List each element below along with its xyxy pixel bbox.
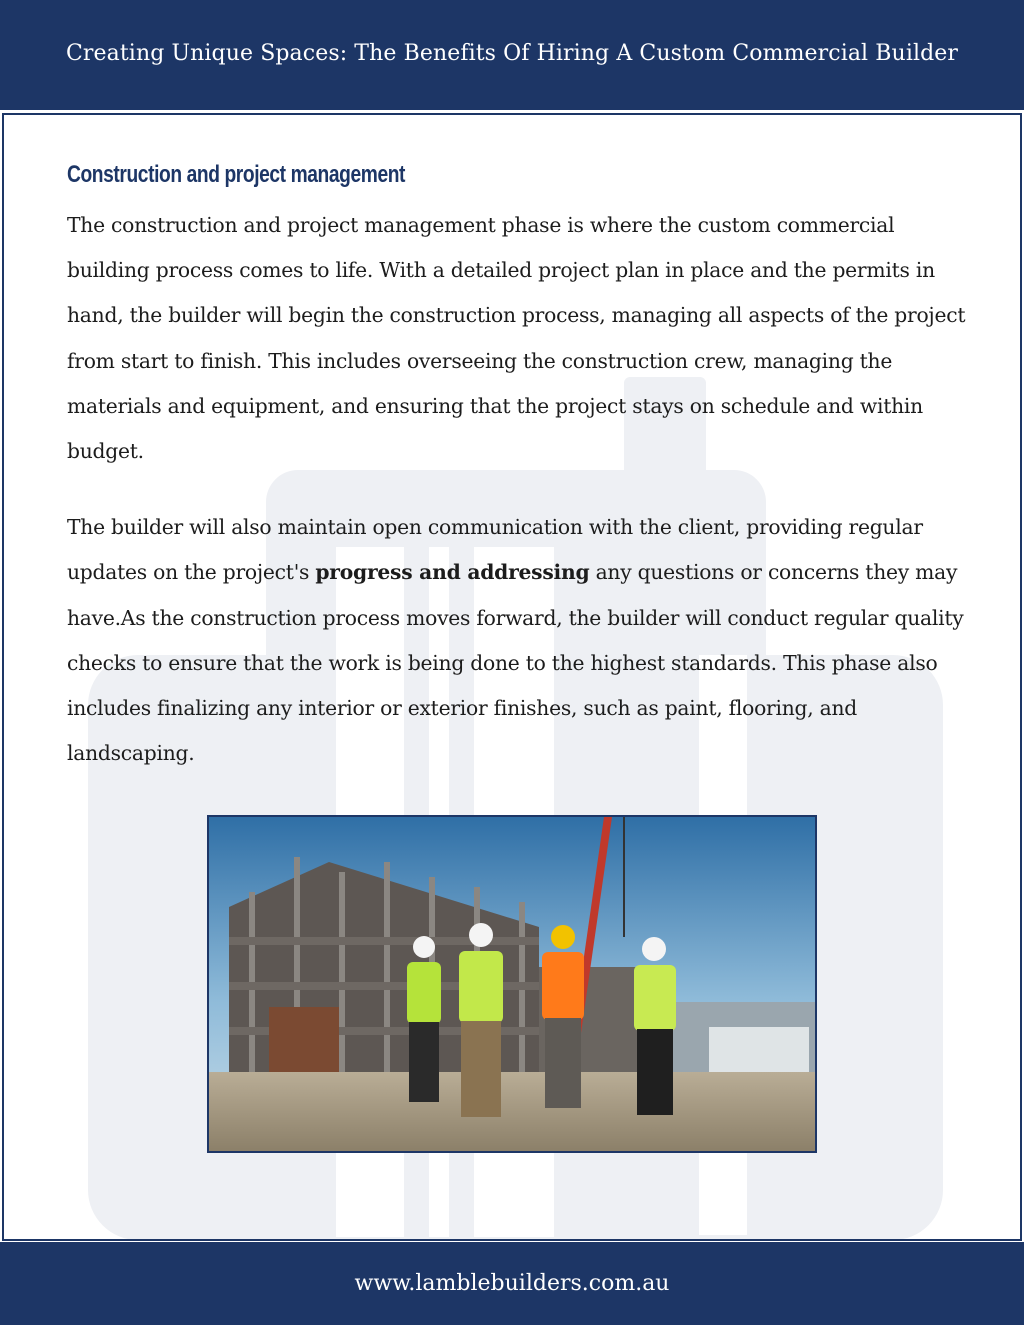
paragraph-2	[67, 505, 967, 776]
website-link[interactable]: www.lamblebuilders.com.au	[354, 1271, 670, 1296]
progress-link[interactable]: progress and addressing	[315, 560, 590, 585]
section-heading: Construction and project management	[67, 161, 406, 188]
construction-site-photo	[207, 815, 817, 1153]
paragraph-1: The construction and project management phase is where the custom commercial building process comes to life. With a detailed project plan in place and the permits in hand, the builder will begin the construction process, managing all aspects of the project from start to finish. This includes overseeing the construction crew, managing the materials and equipment, and ensuring that the project stays on schedule and within budget.	[67, 213, 966, 464]
page-header	[0, 0, 1024, 110]
page-footer	[0, 1242, 1024, 1325]
paragraph-2-text-end: any questions or concerns they may have.As the construction process moves forward, the builder will conduct regular quality checks to ensure that the work is being done to the highest standards. This phase also includes finalizing any interior or exterior finishes, such as paint, flooring, and landscaping.	[67, 560, 964, 766]
content-frame	[2, 113, 1022, 1241]
page-title: Creating Unique Spaces: The Benefits Of Hiring A Custom Commercial Builder	[65, 40, 959, 66]
paragraph-2-text-start: The builder will also maintain open communication with the client, providing regular updates on the project's	[67, 515, 923, 585]
main-content	[67, 161, 967, 807]
